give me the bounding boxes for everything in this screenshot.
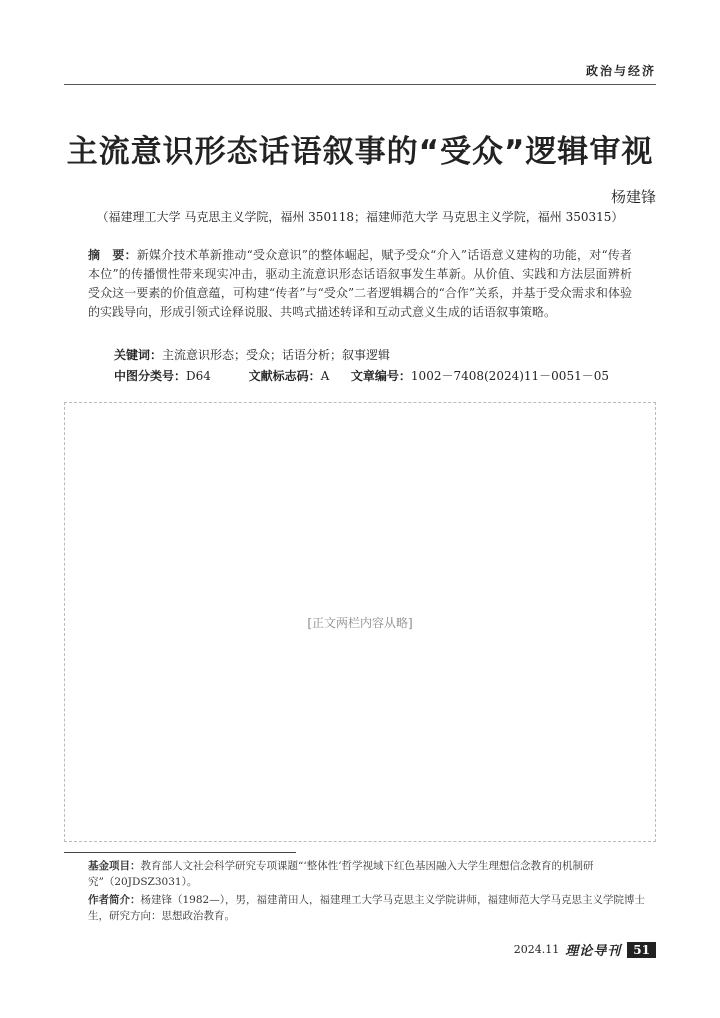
abstract	[88, 246, 632, 322]
articleno-value: 1002－7408(2024)11－0051－05	[410, 369, 609, 383]
keywords-label: 关键词：	[114, 348, 163, 362]
doccode-value: A	[320, 369, 330, 383]
clc-value: D64	[186, 369, 211, 383]
journal-name: 理论导刊	[565, 944, 622, 959]
article-title: 主流意识形态话语叙事的“受众”逻辑审视	[66, 134, 654, 170]
author-affiliation: （福建理工大学 马克思主义学院，福州 350118；福建师范大学 马克思主义学院，福州 350315）	[96, 210, 624, 224]
footnote-rule	[64, 852, 296, 853]
doccode-label: 文献标志码：	[248, 369, 321, 383]
header-rule	[64, 84, 656, 85]
classification-line	[114, 367, 609, 384]
fund-text: 教育部人文社会科学研究专项课题“‘整体性’哲学视域下红色基因融入大学生理想信念教育的机制研究”（20JDSZ3031）。	[88, 860, 594, 888]
abstract-label: 摘 要：	[88, 248, 137, 262]
bio-text: 杨建锋（1982—），男，福建莆田人，福建理工大学马克思主义学院讲师，福建师范大学马克思主义学院博士生，研究方向：思想政治教育。	[88, 894, 645, 922]
bio-footnote	[88, 892, 656, 924]
section-label: 政治与经济	[585, 64, 656, 78]
abstract-text: 新媒介技术革新推动“受众意识”的整体崛起，赋予受众“介入”话语意义建构的功能，对“传者本位”的传播惯性带来现实冲击，驱动主流意识形态话语叙事发生革新。从价值、实践和方法层面辨析受众这一要素的价值意蕴，可构建“传者”与“受众”二者逻辑耦合的“合作”关系，并基于受众需求和体验的实践导向，形成引领式诠释说服、共鸣式描述转译和互动式意义生成的话语叙事策略。	[88, 248, 632, 319]
fund-label: 基金项目：	[88, 860, 141, 872]
keywords-line	[114, 346, 390, 363]
issue-date: 2024.11	[513, 943, 560, 956]
keywords-text: 主流意识形态；受众；话语分析；叙事逻辑	[162, 348, 391, 362]
articleno-label: 文章编号：	[350, 369, 411, 383]
fund-footnote	[88, 858, 656, 890]
page-footer	[514, 940, 656, 959]
bio-label: 作者简介：	[88, 894, 141, 906]
page-number: 51	[627, 942, 656, 958]
author-name: 杨建锋	[610, 188, 656, 206]
body-placeholder: [正文两栏内容从略]	[64, 402, 656, 842]
clc-label: 中图分类号：	[114, 369, 187, 383]
